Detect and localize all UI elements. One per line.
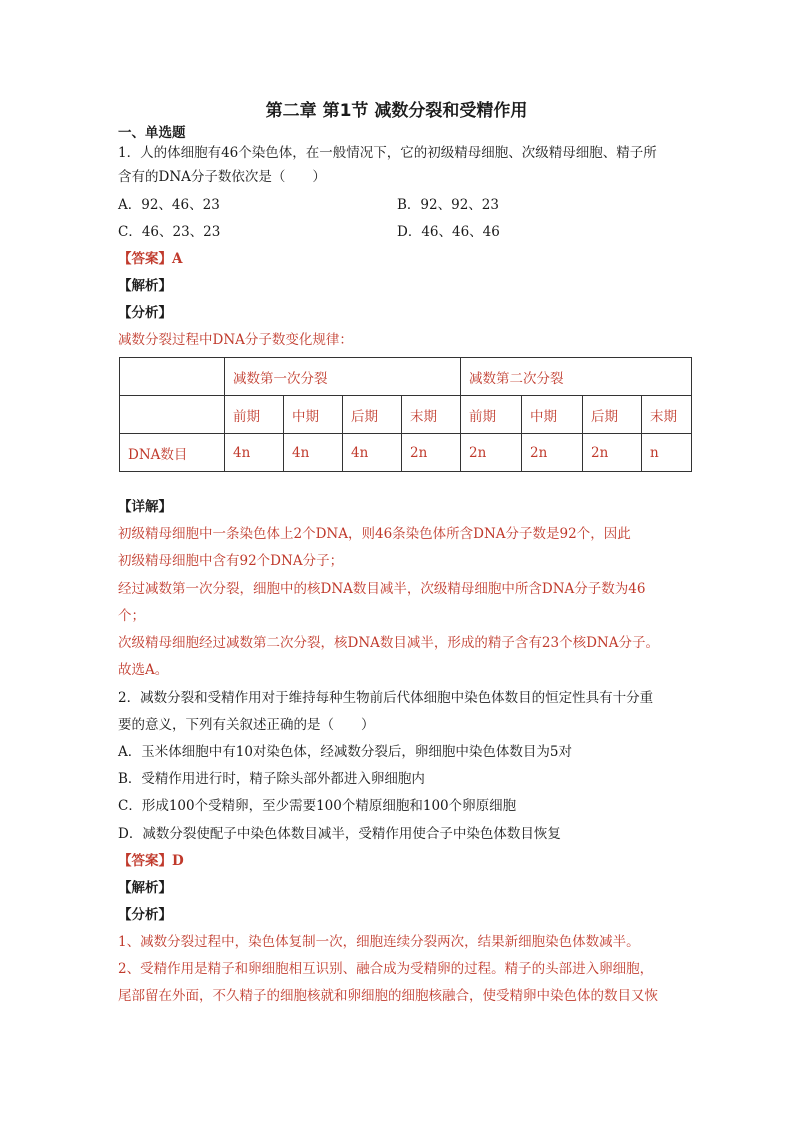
table-value-cell: 2n [461, 434, 522, 472]
q1-answer: 【答案】A [118, 251, 183, 267]
q2-analysis-line2: 2、受精作用是精子和卵细胞相互识别、融合成为受精卵的过程。精子的头部进入卵细胞， [118, 961, 654, 977]
table-phase-cell: 中期 [284, 396, 343, 434]
table-phase-cell: 末期 [402, 396, 461, 434]
table-value-cell: 4n [225, 434, 284, 472]
q1-detail-line1: 初级精母细胞中一条染色体上2个DNA，则46条染色体所含DNA分子数是92个，因此 [118, 526, 631, 542]
table-row [120, 358, 692, 396]
q1-detail-line3: 经过减数第一次分裂，细胞中的核DNA数目减半，次级精母细胞中所含DNA分子数为46 [118, 581, 646, 597]
table-group-meiosis-2: 减数第二次分裂 [461, 358, 692, 396]
q2-fenxi-label: 【分析】 [118, 907, 172, 923]
table-value-cell: 2n [402, 434, 461, 472]
q2-jiexi-label: 【解析】 [118, 880, 172, 896]
table-row-label: DNA数目 [120, 434, 225, 472]
q1-fenxi-label: 【分析】 [118, 305, 172, 321]
section-heading: 一、单选题 [118, 125, 186, 141]
table-row [120, 396, 692, 434]
table-value-cell: 4n [343, 434, 402, 472]
q1-option-d: D．46、46、46 [397, 224, 500, 240]
table-phase-cell: 末期 [642, 396, 692, 434]
q2-stem-line2: 要的意义，下列有关叙述正确的是（ ） [118, 717, 375, 733]
table-value-cell: 4n [284, 434, 343, 472]
q2-option-b: B．受精作用进行时，精子除头部外都进入卵细胞内 [118, 771, 425, 787]
q2-option-d: D．减数分裂使配子中染色体数目减半，受精作用使合子中染色体数目恢复 [118, 826, 561, 842]
q2-stem-line1: 2．减数分裂和受精作用对于维持每种生物前后代体细胞中染色体数目的恒定性具有十分重 [118, 690, 654, 706]
q2-option-a: A．玉米体细胞中有10对染色体，经减数分裂后，卵细胞中染色体数目为5对 [118, 744, 573, 760]
table-phase-cell: 中期 [522, 396, 583, 434]
q1-option-a: A．92、46、23 [118, 197, 220, 213]
table-phase-cell: 后期 [583, 396, 642, 434]
table-corner-cell [120, 358, 225, 396]
q1-stem-line1: 1．人的体细胞有46个染色体，在一般情况下，它的初级精母细胞、次级精母细胞、精子所 [118, 145, 657, 161]
q1-detail-line4: 个； [118, 608, 145, 624]
q2-answer: 【答案】D [118, 853, 184, 869]
q1-jiexi-label: 【解析】 [118, 278, 172, 294]
q2-analysis-line3: 尾部留在外面，不久精子的细胞核就和卵细胞的细胞核融合，使受精卵中染色体的数目又恢 [118, 988, 658, 1004]
q1-detail-line2: 初级精母细胞中含有92个DNA分子； [118, 553, 344, 569]
table-value-cell: 2n [522, 434, 583, 472]
q1-rule-text: 减数分裂过程中DNA分子数变化规律： [118, 332, 353, 348]
q1-detail-line6: 故选A。 [118, 662, 169, 678]
table-phase-cell: 前期 [225, 396, 284, 434]
q1-detail-line5: 次级精母细胞经过减数第二次分裂，核DNA数目减半，形成的精子含有23个核DNA分子。 [118, 635, 659, 651]
q2-option-c: C．形成100个受精卵，至少需要100个精原细胞和100个卵原细胞 [118, 798, 517, 814]
table-phase-cell: 后期 [343, 396, 402, 434]
table-group-meiosis-1: 减数第一次分裂 [225, 358, 461, 396]
table-phase-cell: 前期 [461, 396, 522, 434]
table-value-cell: n [642, 434, 692, 472]
q1-xiangjie-label: 【详解】 [118, 499, 172, 515]
page-title: 第二章 第1节 减数分裂和受精作用 [265, 101, 528, 121]
q1-option-b: B．92、92、23 [397, 197, 499, 213]
table-empty-cell [120, 396, 225, 434]
q2-analysis-line1: 1、减数分裂过程中，染色体复制一次，细胞连续分裂两次，结果新细胞染色体数减半。 [118, 934, 640, 950]
table-value-cell: 2n [583, 434, 642, 472]
q1-stem-line2: 含有的DNA分子数依次是（ ） [118, 169, 326, 185]
dna-count-table [119, 357, 692, 472]
q1-option-c: C．46、23、23 [118, 224, 221, 240]
table-row [120, 434, 692, 472]
